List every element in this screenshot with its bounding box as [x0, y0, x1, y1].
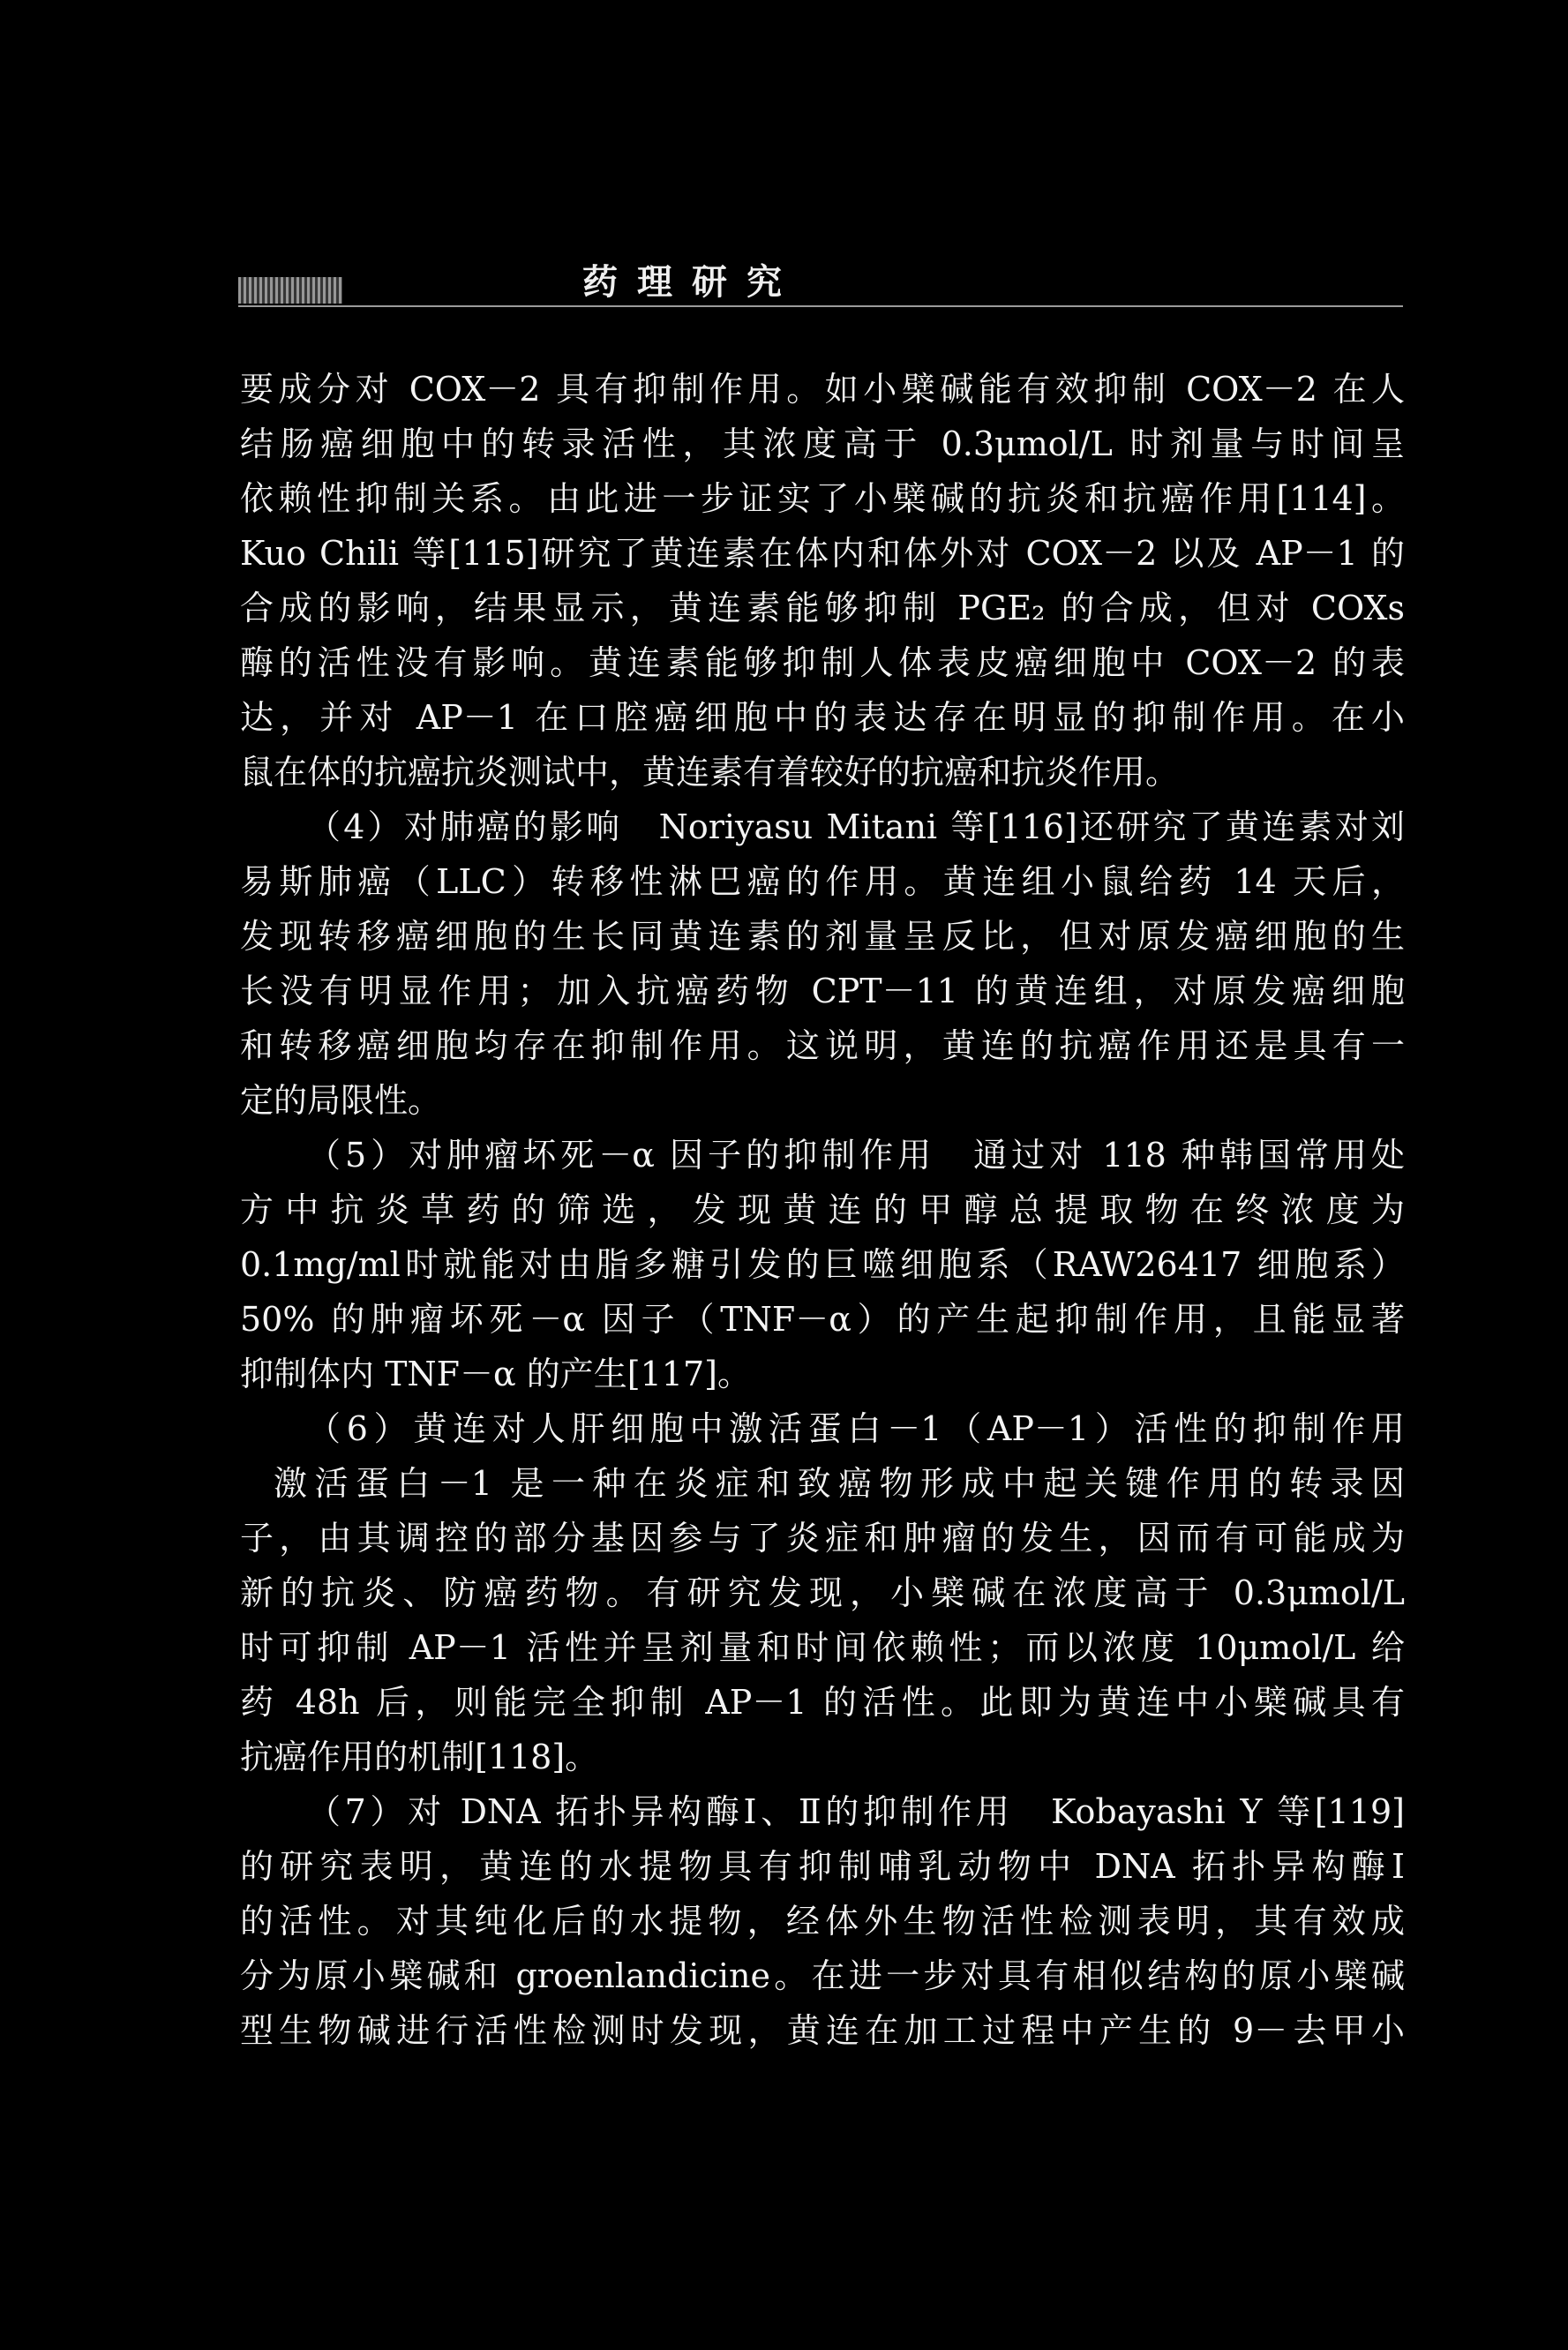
text-line: 方中抗炎草药的筛选，发现黄连的甲醇总提取物在终浓度为: [240, 1190, 1405, 1229]
text-line: 抗癌作用的机制[118]。: [240, 1738, 599, 1776]
text-line: Kuo Chili 等[115]研究了黄连素在体内和体外对 COX－2 以及 AP－1 的: [240, 534, 1405, 573]
text-line: 新的抗炎、防癌药物。有研究发现，小檗碱在浓度高于 0.3μmol/L: [240, 1573, 1405, 1612]
section-heading-line: （6）黄连对人肝细胞中激活蛋白－1（AP－1）活性的抑制作用: [307, 1409, 1405, 1448]
text-line: 长没有明显作用；加入抗癌药物 CPT－11 的黄连组，对原发癌细胞: [240, 972, 1405, 1010]
section-heading-line: （4）对肺癌的影响 Noriyasu Mitani 等[116]还研究了黄连素对刘: [307, 807, 1405, 846]
running-header: [238, 258, 1403, 307]
text-line: 分为原小檗碱和 groenlandicine。在进一步对具有相似结构的原小檗碱: [240, 1956, 1405, 1995]
header-decoration: [238, 277, 342, 304]
text-line: 和转移癌细胞均存在抑制作用。这说明，黄连的抗癌作用还是具有一: [240, 1026, 1405, 1065]
text-line: 发现转移癌细胞的生长同黄连素的剂量呈反比，但对原发癌细胞的生: [240, 917, 1405, 956]
header-title: 药理研究: [582, 261, 801, 303]
text-line: 的活性。对其纯化后的水提物，经体外生物活性检测表明，其有效成: [240, 1902, 1405, 1941]
text-line: 激活蛋白－1 是一种在炎症和致癌物形成中起关键作用的转录因: [274, 1464, 1405, 1503]
text-line: 抑制体内 TNF－α 的产生[117]。: [240, 1355, 751, 1393]
text-line: 要成分对 COX－2 具有抑制作用。如小檗碱能有效抑制 COX－2 在人: [240, 370, 1405, 409]
text-line: 0.1mg/ml时就能对由脂多糖引发的巨噬细胞系（RAW26417 细胞系）: [240, 1245, 1405, 1284]
text-line: 依赖性抑制关系。由此进一步证实了小檗碱的抗炎和抗癌作用[114]。: [240, 479, 1405, 518]
text-line: 结肠癌细胞中的转录活性，其浓度高于 0.3μmol/L 时剂量与时间呈: [240, 424, 1405, 463]
text-line: 定的局限性。: [240, 1081, 442, 1120]
text-line: 的研究表明，黄连的水提物具有抑制哺乳动物中 DNA 拓扑异构酶Ⅰ: [240, 1847, 1405, 1886]
text-line: 鼠在体的抗癌抗炎测试中，黄连素有着较好的抗癌和抗炎作用。: [240, 753, 1180, 792]
text-line: 药 48h 后，则能完全抑制 AP－1 的活性。此即为黄连中小檗碱具有: [240, 1683, 1405, 1722]
header-rule: [238, 305, 1403, 307]
text-line: 酶的活性没有影响。黄连素能够抑制人体表皮癌细胞中 COX－2 的表: [240, 643, 1405, 682]
text-line: 时可抑制 AP－1 活性并呈剂量和时间依赖性；而以浓度 10μmol/L 给: [240, 1628, 1405, 1667]
body-text: [240, 362, 1405, 2058]
text-line: 50% 的肿瘤坏死－α 因子（TNF－α）的产生起抑制作用，且能显著: [240, 1300, 1405, 1339]
text-line: 达，并对 AP－1 在口腔癌细胞中的表达存在明显的抑制作用。在小: [240, 698, 1405, 737]
section-heading-line: （7）对 DNA 拓扑异构酶Ⅰ、Ⅱ的抑制作用 Kobayashi Y 等[119]: [307, 1792, 1405, 1831]
text-line: 型生物碱进行活性检测时发现，黄连在加工过程中产生的 9－去甲小: [240, 2011, 1405, 2050]
text-line: 易斯肺癌（LLC）转移性淋巴癌的作用。黄连组小鼠给药 14 天后，: [240, 862, 1405, 901]
text-line: 子，由其调控的部分基因参与了炎症和肿瘤的发生，因而有可能成为: [240, 1519, 1405, 1558]
section-heading-line: （5）对肿瘤坏死－α 因子的抑制作用 通过对 118 种韩国常用处: [307, 1136, 1405, 1175]
text-line: 合成的影响，结果显示，黄连素能够抑制 PGE₂ 的合成，但对 COXs: [240, 589, 1405, 627]
